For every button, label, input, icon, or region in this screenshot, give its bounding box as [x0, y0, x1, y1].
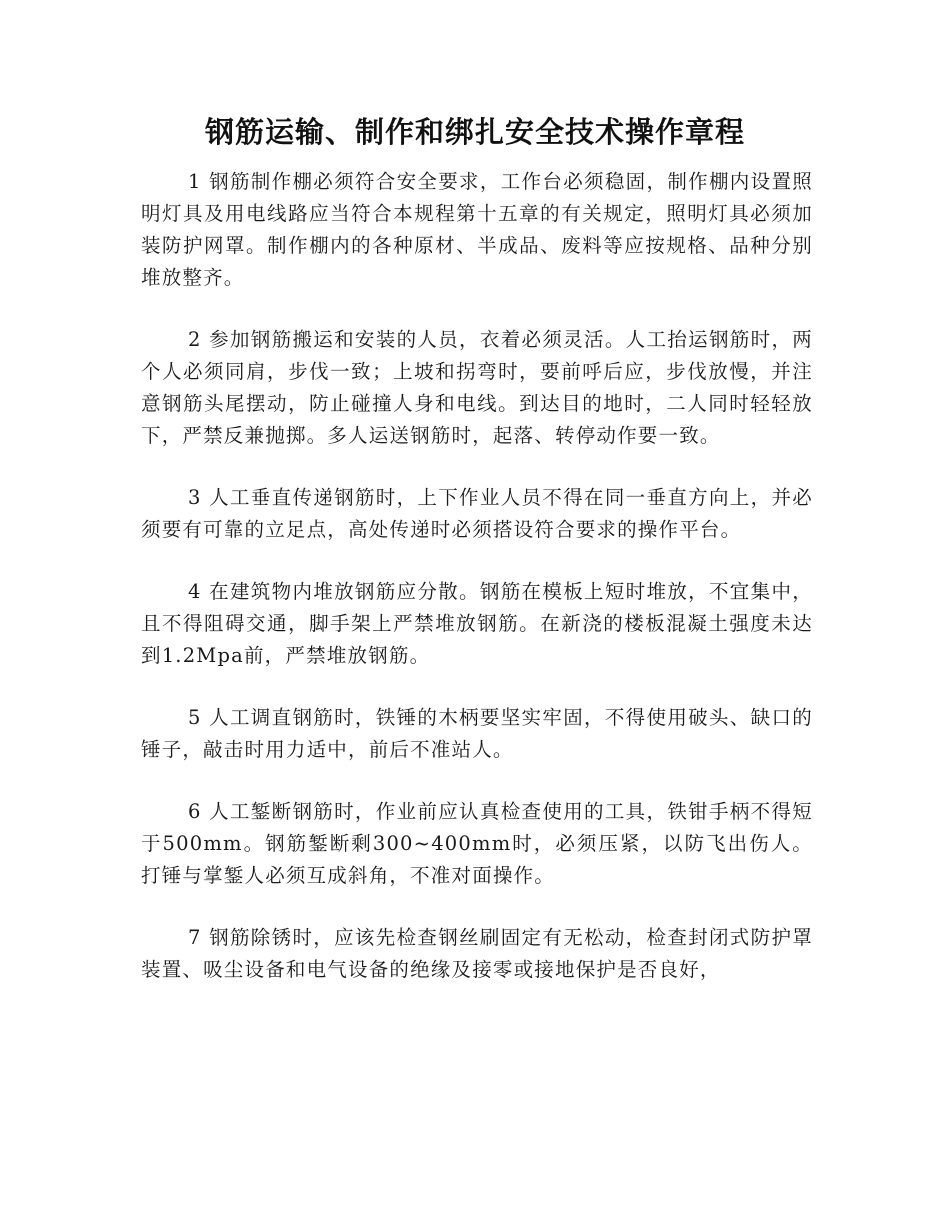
paragraph-4: 4 在建筑物内堆放钢筋应分散。钢筋在模板上短时堆放，不宜集中，且不得阻碍交通，脚手架上严禁堆放钢筋。在新浇的楼板混凝土强度未达到1.2Mpa前，严禁堆放钢筋。: [141, 580, 813, 667]
document-body: [141, 166, 813, 1016]
paragraph-2: 2 参加钢筋搬运和安装的人员，衣着必须灵活。人工抬运钢筋时，两个人必须同肩，步伐一致；上坡和拐弯时，要前呼后应，步伐放慢，并注意钢筋头尾摆动，防止碰撞人身和电线。到达目的地时，二人同时轻轻放下，严禁反兼抛掷。多人运送钢筋时，起落、转停动作要一致。: [141, 328, 813, 447]
paragraph-5: 5 人工调直钢筋时，铁锤的木柄要坚实牢固，不得使用破头、缺口的锤子，敲击时用力适中，前后不准站人。: [141, 706, 813, 761]
paragraph-3: 3 人工垂直传递钢筋时，上下作业人员不得在同一垂直方向上，并必须要有可靠的立足点，高处传递时必须搭设符合要求的操作平台。: [141, 486, 813, 541]
paragraph-1: 1 钢筋制作棚必须符合安全要求，工作台必须稳固，制作棚内设置照明灯具及用电线路应当符合本规程第十五章的有关规定，照明灯具必须加装防护网罩。制作棚内的各种原材、半成品、废料等应按规格、品种分别堆放整齐。: [141, 170, 813, 289]
paragraph-6: 6 人工錾断钢筋时，作业前应认真检查使用的工具，铁钳手柄不得短于500mm。钢筋錾断剩300~400mm时，必须压紧，以防飞出伤人。打锤与掌錾人必须互成斜角，不准对面操作。: [141, 800, 813, 887]
document-title: 钢筋运输、制作和绑扎安全技术操作章程: [204, 115, 745, 149]
paragraph-7: 7 钢筋除锈时，应该先检查钢丝刷固定有无松动，检查封闭式防护罩装置、吸尘设备和电气设备的绝缘及接零或接地保护是否良好，: [141, 926, 813, 981]
